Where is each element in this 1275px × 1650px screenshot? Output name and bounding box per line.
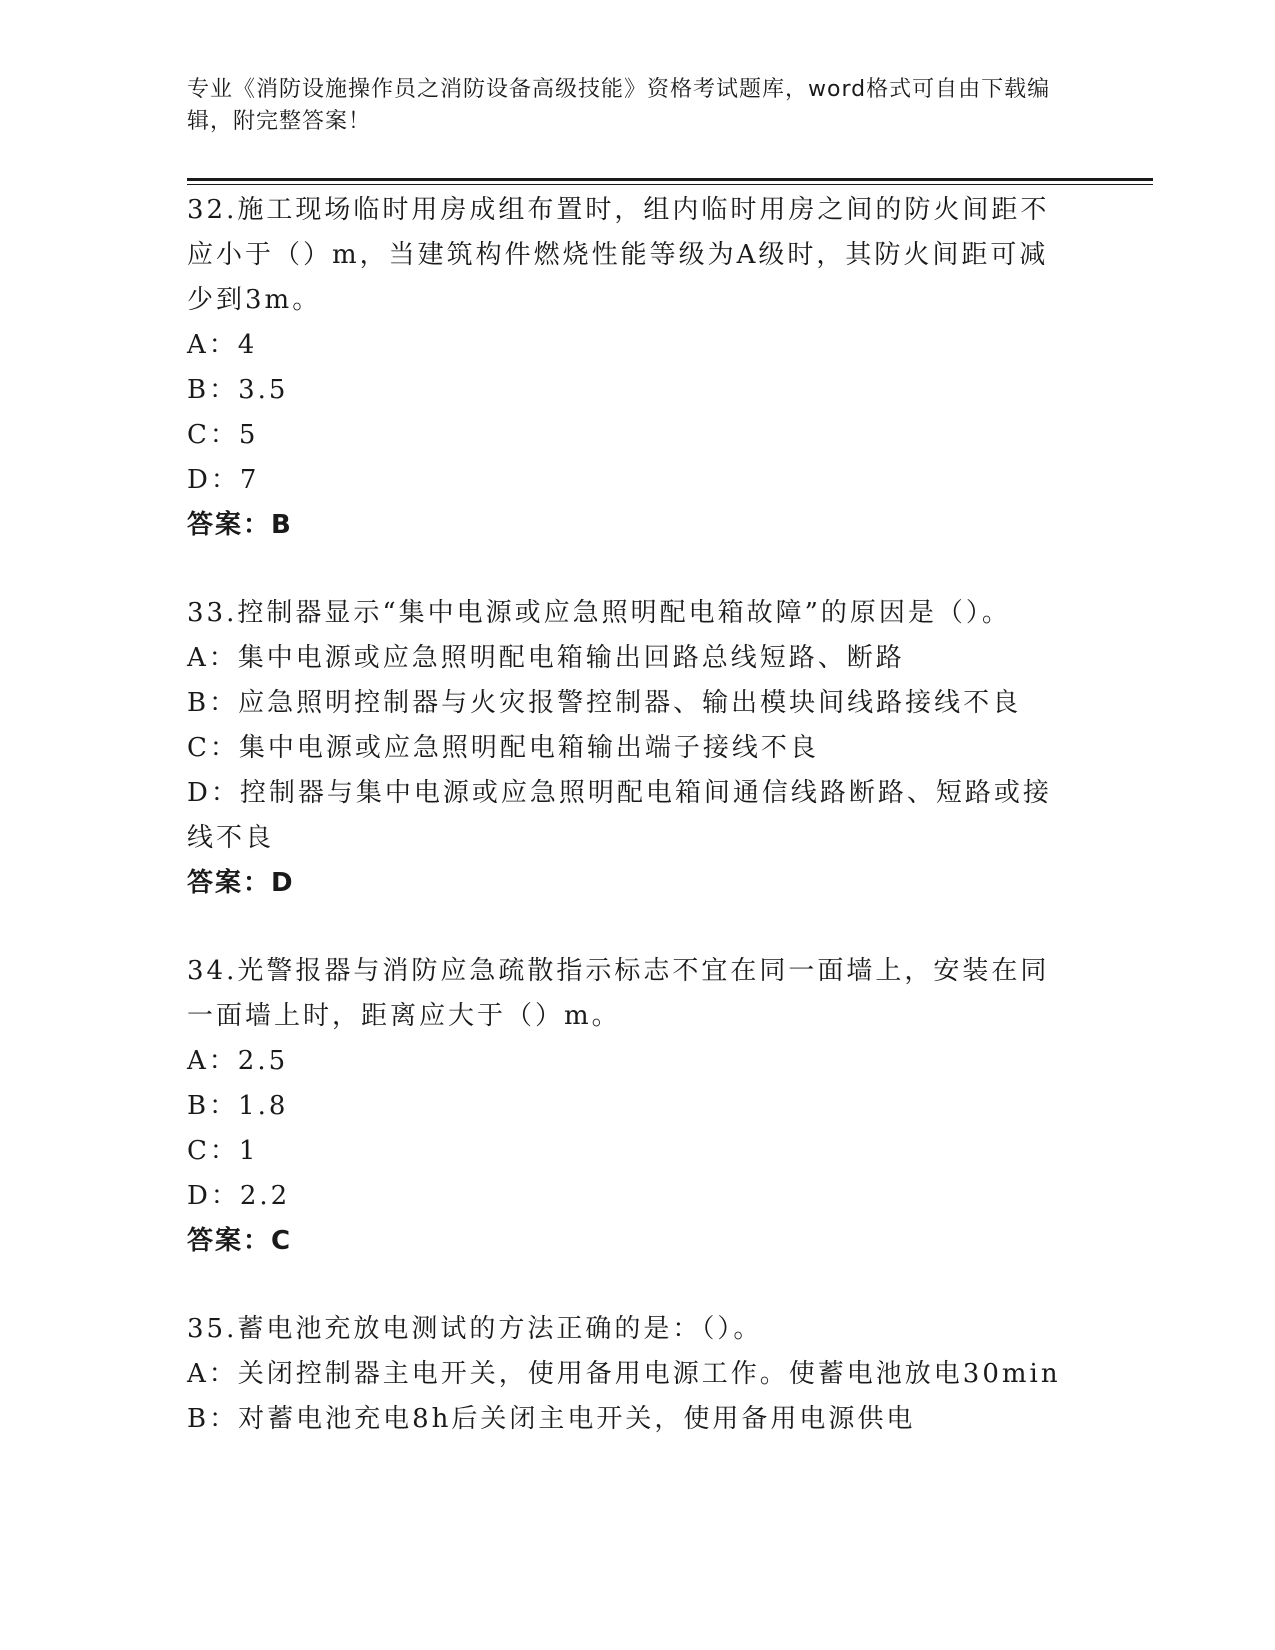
option-a: A：2.5 (187, 1046, 289, 1076)
option-a: A：关闭控制器主电开关，使用备用电源工作。使蓄电池放电30min (187, 1359, 1061, 1389)
question-list (187, 188, 1077, 1485)
question-33 (187, 591, 1077, 906)
answer-line: 答案：B (187, 510, 293, 540)
option-b: B：对蓄电池充电8h后关闭主电开关，使用备用电源供电 (187, 1404, 916, 1434)
option-d: D：控制器与集中电源或应急照明配电箱间通信线路断路、短路或接线不良 (187, 778, 1052, 853)
question-stem: 32.施工现场临时用房成组布置时，组内临时用房之间的防火间距不应小于（）m，当建筑构件燃烧性能等级为A级时，其防火间距可减少到3m。 (187, 195, 1050, 315)
question-32 (187, 188, 1077, 548)
option-b: B：1.8 (187, 1091, 289, 1121)
question-stem: 35.蓄电池充放电测试的方法正确的是：（）。 (187, 1314, 763, 1344)
question-stem: 34.光警报器与消防应急疏散指示标志不宜在同一面墙上，安装在同一面墙上时，距离应大于（）m。 (187, 956, 1050, 1031)
option-c: C：5 (187, 420, 259, 450)
question-35 (187, 1307, 1077, 1442)
question-34 (187, 949, 1077, 1264)
option-d: D：7 (187, 465, 260, 495)
option-c: C：集中电源或应急照明配电箱输出端子接线不良 (187, 733, 819, 763)
header-divider-thick (187, 178, 1153, 181)
header-divider-thin (187, 184, 1153, 185)
page-header: 专业《消防设施操作员之消防设备高级技能》资格考试题库，word格式可自由下载编辑，附完整答案！ (187, 77, 1051, 134)
option-d: D：2.2 (187, 1181, 291, 1211)
option-b: B：3.5 (187, 375, 289, 405)
option-b: B：应急照明控制器与火灾报警控制器、输出模块间线路接线不良 (187, 688, 1022, 718)
question-stem: 33.控制器显示“集中电源或应急照明配电箱故障”的原因是（）。 (187, 598, 1011, 628)
option-a: A：4 (187, 330, 258, 360)
answer-line: 答案：C (187, 1226, 293, 1256)
option-a: A：集中电源或应急照明配电箱输出回路总线短路、断路 (187, 643, 905, 673)
answer-line: 答案：D (187, 868, 295, 898)
option-c: C：1 (187, 1136, 259, 1166)
